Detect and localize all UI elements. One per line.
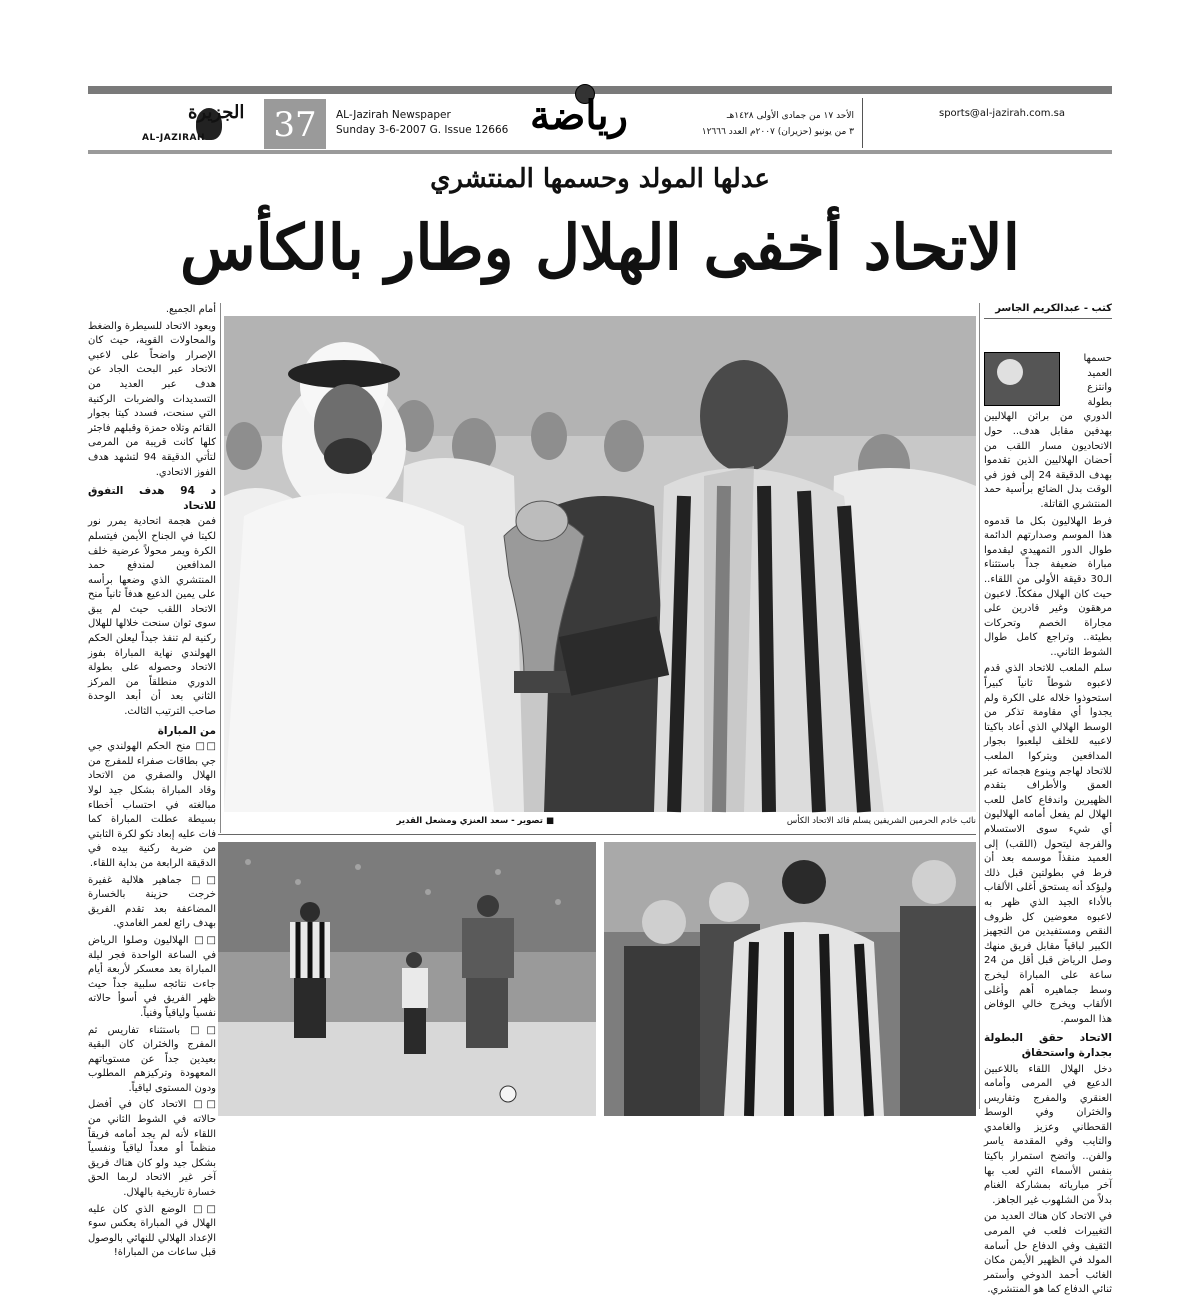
byline: كتب - عبدالكريم الجاسر — [995, 303, 1112, 314]
celebration-photo — [604, 842, 976, 1116]
right-para-4: دخل الهلال اللقاء باللاعبين الدعيع في المرمى وأمامه العنقري والمفرج وتفاريس والخثران وفي الوسط القحطاني وعزيز والغامدي والتايب وفي المقدمة ياسر والفن.. واتضح استمرار باكيتا بنفس الأسماء التي لعب بها آخر مبارياته بمشاركة الغنام بدلاً من الشلهوب غير الجاهز. — [984, 1063, 1112, 1206]
right-para-5: في الاتحاد كان هناك العديد من التغييرات فلعب في المرمى الثقيف وفي الدفاع حل أسامة المولد في الظهير الأيمن مكان الغائب أحمد الدوخي وأستمر ثنائي الدفاع كما هو المنتشري. — [984, 1211, 1112, 1296]
date-gregorian: ٣ من يونيو (حزيران) ٢٠٠٧م العدد ١٢٦٦٦ — [701, 127, 854, 137]
issue-info: Sunday 3-6-2007 G. Issue 12666 — [336, 124, 509, 136]
section-title: رياضة — [529, 92, 628, 139]
article-kicker: عدلها المولد وحسمها المنتشري — [430, 164, 770, 194]
masthead-divider — [862, 98, 863, 148]
main-photo-illustration — [224, 316, 976, 812]
date-block — [700, 108, 854, 140]
photo-credit: ■ تصوير - سعد العنزي ومشعل القدير — [396, 816, 554, 826]
left-column — [88, 303, 217, 1259]
left-item: □□ منح الحكم الهولندي جي جي بطاقات صفراء للمفرج من الهلال والصقري من الاتحاد وقاد المباراة بشكل جيد لولا مبالغته في احتساب أخطاء بسيطة عطلت المباراة كما فات عليه إبعاد تكو لكرة الثابتي من ضربة ركنية بيده في الدقيقة الرابعة من بداية اللقاء. — [88, 741, 216, 869]
left-heading-1: د 94 هدف التفوق للاتحاد — [88, 485, 217, 512]
column-divider-right — [979, 303, 980, 1109]
left-item: □□ الوضع الذي كان عليه الهلال في المباراة يعكس سوء الإعداد الهلالي للنهائي بالوصول قبل ساعات من المباراة! — [88, 1203, 216, 1259]
newspaper-info — [336, 108, 508, 138]
match-action-illustration — [218, 842, 596, 1116]
left-heading-2: من المباراة — [157, 724, 216, 737]
right-subheading: الاتحاد حقق البطولة بجدارة واستحقاق — [984, 1032, 1112, 1059]
byline-rule — [984, 318, 1112, 319]
match-action-photo — [218, 842, 596, 1116]
logo-english: AL-JAZIRAH — [142, 133, 206, 143]
photo-rule — [218, 834, 976, 835]
celebration-illustration — [604, 842, 976, 1116]
logo-arabic: الجزيرة — [188, 102, 245, 123]
page-number: 37 — [264, 99, 326, 149]
left-item: □□ باستثناء تفاريس ثم المفرج والخثران كان البقية بعيدين جداً عن مستوياتهم المعهودة وتركيزهم المطلوب ودون المستوى لياقياً. — [88, 1024, 216, 1094]
right-para-2: فرط الهلاليون بكل ما قدموه هذا الموسم وصدارتهم الدائمة طوال الدور التمهيدي ليقدموا مباراة ضعيفة جداً باستثناء الـ30 دقيقة الأولى من اللقاء.. حيث كان الهلال مفككاً. لاعبون مرهقون وغير قادرين على مجاراة الخصم وتحركات بطيئة.. وتراجع كامل طوال الشوط الثاني.. — [984, 515, 1112, 658]
main-photo-caption: نائب خادم الحرمين الشريفين يسلم قائد الاتحاد الكأس — [786, 816, 976, 826]
date-hijri: الأحد ١٧ من جمادى الأولى ١٤٢٨هـ — [726, 111, 854, 121]
column-divider-left — [220, 303, 221, 833]
sports-badge — [984, 352, 1060, 406]
right-column — [984, 352, 1112, 1296]
left-item: □□ الاتحاد كان في أفضل حالاته في الشوط الثاني من اللقاء لأنه لم يجد أمامه فريقاً منظماً أو معداً لياقياً ونفسياً بشكل جيد ولو كان هناك فريق آخر غير الاتحاد لربما الحق خسارة تاريخية بالهلال. — [88, 1099, 216, 1199]
masthead-bottom-bar — [88, 150, 1112, 154]
ball-badge-icon — [997, 359, 1023, 385]
left-para-1: أمام الجميع. — [165, 304, 216, 315]
right-para-3: سلم الملعب للاتحاد الذي قدم لاعبوه شوطاً ثانياً كبيراً استحوذوا خلاله على الكرة ولم يجدوا أي مقاومة تذكر من الوسط الهلالي الذي أعاد باكيتا لاعبيه للخلف ليلعبوا بجوار المدافعين ويتركوا الملعب للاتحاد لهاجم وينوع هجماته عبر العمق والأطراف بتقدم الظهيرين واندفاع كامل للعب الهلال لم يفعل أمامه الهلاليون أي شيء سوى الاستسلام والفرجة ليتحول (اللقب) إلى العميد منقذاً موسمه بعد أن فرط في بطولتين قبل ذلك وليؤكد أنه يستحق أغلى الألقاب بالأداء الجيد الذي ظهر به لاعبوه معوضين كل ظروف النقص ومستفيدين من التجهيز الكبير لباقياً مقابل فريق منهك وصل الرياض قبل أقل من 24 ساعة على المباراة ليخرج وسط جماهيره أهم وأغلى الألقاب ويخرج خالي الوفاض هذا الموسم. — [984, 663, 1112, 1025]
newspaper-name: AL-Jazirah Newspaper — [336, 109, 451, 121]
left-item: □□ جماهير هلالية غفيرة خرجت حزينة بالخسارة المضاعفة بعد تقدم الفريق بهدف رائع لعمر الغامدي. — [88, 874, 216, 930]
main-photo-trophy-presentation — [224, 316, 976, 812]
article-headline: الاتحاد أخفى الهلال وطار بالكأس — [180, 211, 1020, 284]
right-para-1: حسمها العميد وانتزع بطولة الدوري من براثن الهلاليين بهدفين مقابل هدف.. حول الاتحاديون مسار اللقب من أحضان الهلاليين الذين تقدموا بهدف الدقيقة 24 إلى فوز في الوقت بدل الضائع برأسية حمد المنتشري القاتلة. — [984, 353, 1112, 510]
left-para-2: ويعود الاتحاد للسيطرة والضغط والمحاولات القوية، حيث كان الإصرار واضحاً على لاعبي الاتحاد عبر البحث الجاد عن هدف عبر العديد من التسديدات والضربات الركنية التي سنحت، فسدد كيتا بجوار القائم وتلاه حمزة وقبلهم فاجئر كلها كانت قريبة من المرمى لتأتي الدقيقة 94 لتشهد هدف الفوز الاتحادي. — [88, 320, 216, 478]
left-item: □□ الهلاليون وصلوا الرياض في الساعة الواحدة فجر ليلة المباراة بعد معسكر لأربعة أيام جاءت نتائجه سلبية جداً حيث ظهر الفريق في أسوأ حالاته نفسياً ولياقياً وفنياً. — [88, 934, 216, 1019]
section-email[interactable]: sports@al-jazirah.com.sa — [939, 108, 1065, 119]
left-para-3: فمن هجمة اتحادية يمرر نور لكيتا في الجناح الأيمن فيتسلم الكرة ويمر محولاً عرضية خلف المدافعين لمندفع حمد المنتشري الذي وضعها برأسه على يمين الدعيع هدفاً ثانياً منح الاتحاد اللقب حيث لم يبق سوى ثوان سنحت خلالها للهلال ركنية لم تنفذ جيداً ليعلن الحكم الهولندي نهاية المباراة بفوز الاتحاد وحصوله على بطولة الدوري منطلقاً من المركز الثاني بعد أن أبعد الوحدة صاحب الترتيب الثالث. — [88, 516, 216, 718]
